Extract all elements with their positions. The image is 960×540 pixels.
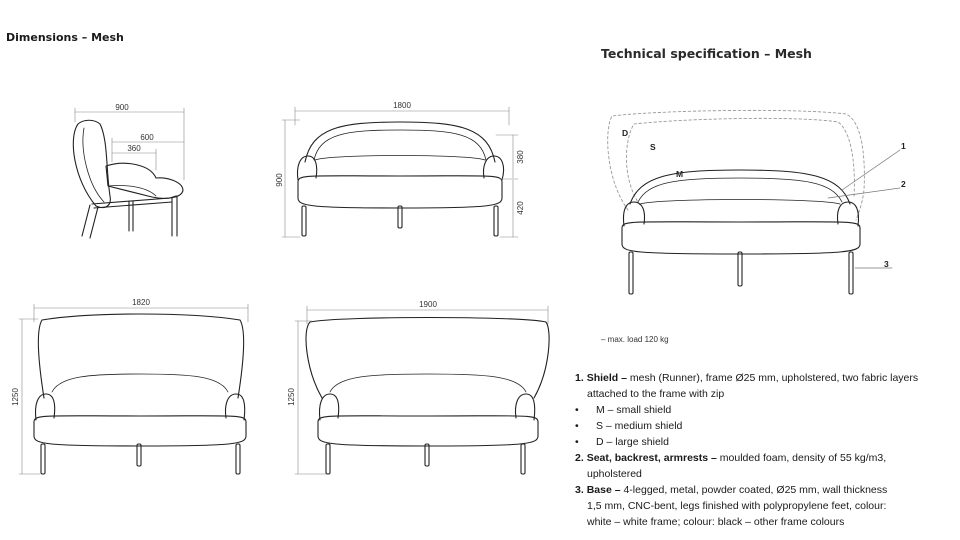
spec-item-number: 3. (575, 484, 584, 496)
dim-medium-width: 1820 (132, 298, 150, 307)
callout-d: D (622, 128, 629, 138)
runner-view-drawing (275, 101, 525, 237)
dim-runner-back: 380 (516, 150, 525, 164)
large-shield-drawing (287, 300, 549, 474)
spec-list (575, 370, 960, 530)
medium-shield-drawing (11, 298, 248, 474)
spec-sub-text: M – small shield (596, 404, 672, 416)
dim-large-width: 1900 (419, 300, 437, 309)
spec-item-number: 2. (575, 452, 584, 464)
callout-s: S (650, 142, 656, 152)
callout-m: M (676, 169, 684, 179)
dim-side-seat: 600 (140, 133, 154, 142)
spec-item-seat (575, 450, 960, 466)
dim-side-total: 900 (115, 103, 129, 112)
spec-item-text-cont: upholstered (587, 468, 642, 480)
spec-drawing (608, 110, 906, 294)
dim-runner-seat: 420 (516, 201, 525, 215)
dimensions-title: Dimensions – Mesh (6, 31, 124, 44)
spec-sub-text: S – medium shield (596, 420, 683, 432)
dim-large-height: 1250 (287, 388, 296, 406)
spec-item-name: Shield – (586, 372, 627, 384)
bullet-icon: • (575, 436, 579, 448)
callout-2: 2 (901, 179, 906, 189)
spec-sub-item (575, 434, 960, 450)
spec-item-text: moulded foam, density of 55 kg/m3, (719, 452, 887, 464)
dim-medium-height: 1250 (11, 388, 20, 406)
spec-sub-text: D – large shield (596, 436, 669, 448)
spec-item-shield (575, 370, 960, 386)
spec-item-name: Base – (586, 484, 621, 496)
spec-item-text: 4-legged, metal, powder coated, Ø25 mm, wall thickness (623, 484, 888, 496)
callout-3: 3 (884, 259, 889, 269)
bullet-icon: • (575, 420, 579, 432)
spec-sub-item (575, 402, 960, 418)
spec-item-name: Seat, backrest, armrests – (586, 452, 717, 464)
side-view-drawing (73, 103, 184, 238)
dim-runner-width: 1800 (393, 101, 411, 110)
spec-item-text-cont: attached to the frame with zip (587, 388, 725, 400)
spec-title: Technical specification – Mesh (601, 46, 812, 61)
spec-item-base (575, 482, 960, 498)
dim-side-inner: 360 (127, 144, 141, 153)
spec-item-text-cont: white – white frame; colour: black – other frame colours (587, 516, 845, 528)
max-load-note: – max. load 120 kg (601, 335, 669, 344)
bullet-icon: • (575, 404, 579, 416)
dim-runner-height: 900 (275, 173, 284, 187)
callout-1: 1 (901, 141, 906, 151)
spec-item-number: 1. (575, 372, 584, 384)
spec-item-text: mesh (Runner), frame Ø25 mm, upholstered, two fabric layers (629, 372, 919, 384)
spec-item-text-cont: 1,5 mm, CNC-bent, legs finished with polypropylene feet, colour: (587, 500, 887, 512)
spec-sub-item (575, 418, 960, 434)
